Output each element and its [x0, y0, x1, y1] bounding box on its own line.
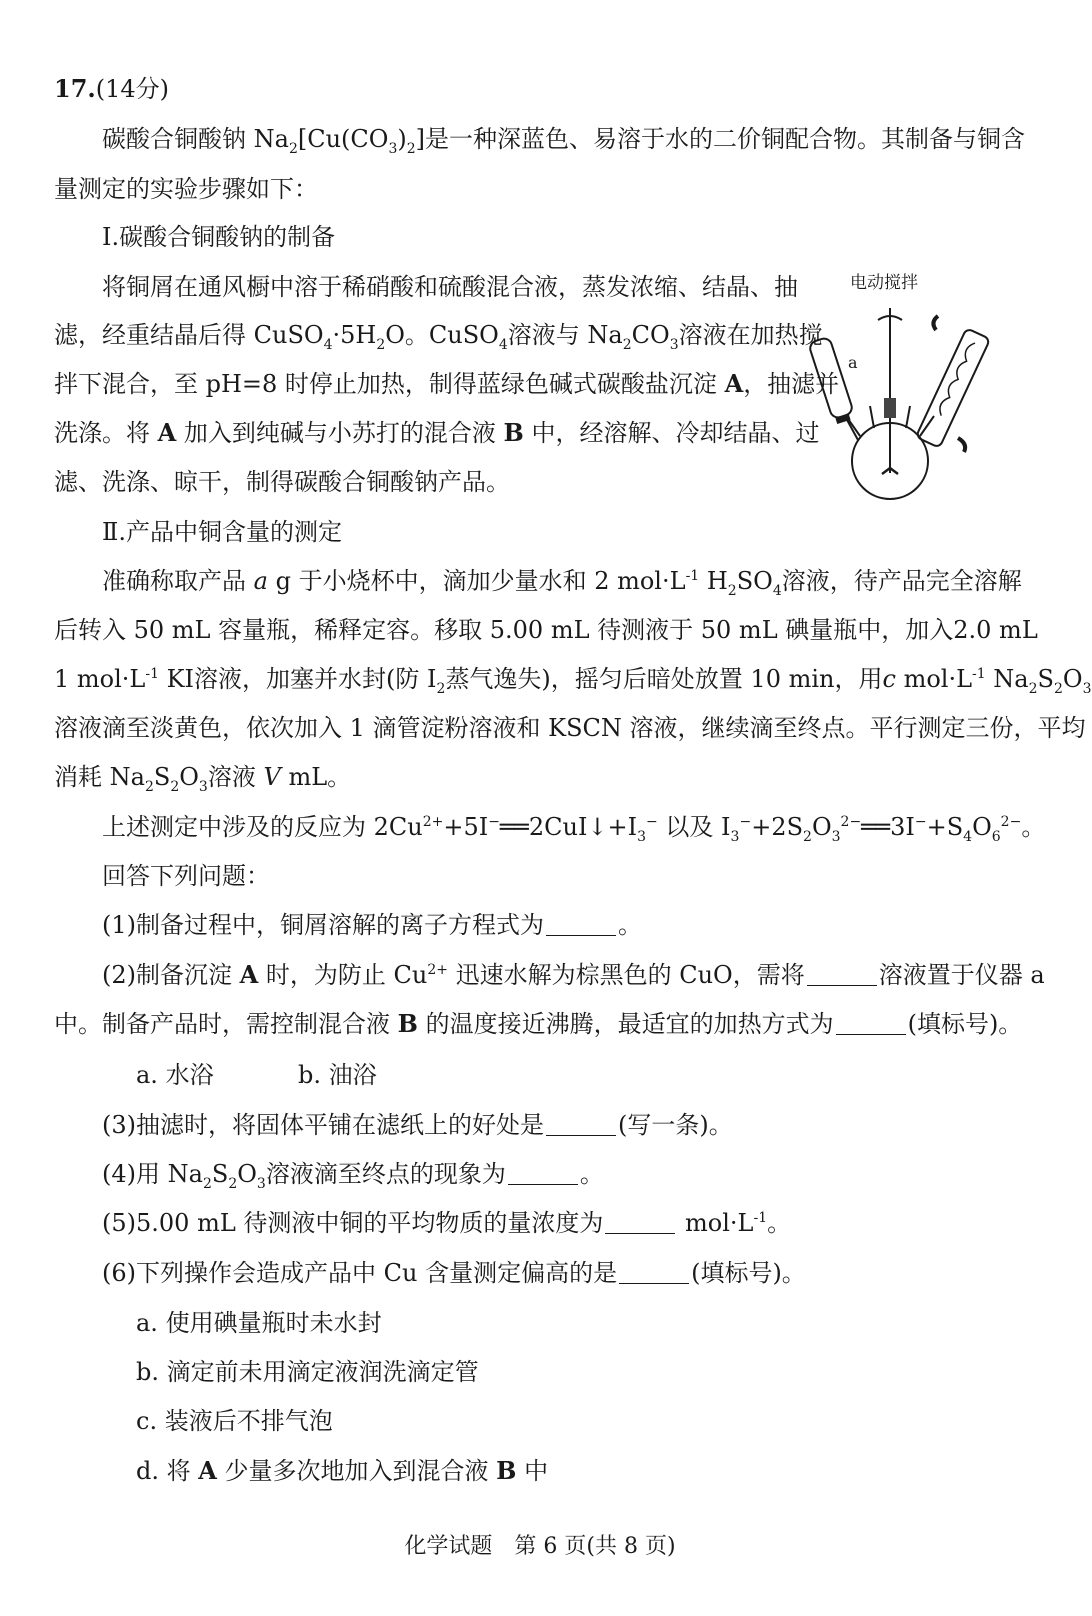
- text: CO: [631, 321, 670, 349]
- text: 。: [618, 911, 642, 939]
- answer-blank[interactable]: [546, 913, 616, 936]
- text: O: [1062, 665, 1083, 693]
- text: A: [724, 369, 744, 398]
- sup: -1: [145, 666, 159, 682]
- text: (5)5.00 mL 待测液中铜的平均物质的量浓度为: [102, 1209, 604, 1237]
- text: mol·L: [895, 665, 973, 693]
- sup: −: [914, 814, 927, 830]
- q6-option-d: [136, 1456, 548, 1486]
- text: 1 mol·L: [54, 665, 146, 693]
- text: (写一条)。: [618, 1111, 733, 1139]
- answer-blank[interactable]: [605, 1211, 675, 1234]
- text: 迅速水解为棕黑色的 CuO，需将: [447, 961, 805, 989]
- q6-option-b: b. 滴定前未用滴定液润洗滴定管: [136, 1358, 479, 1386]
- text: +2S: [751, 813, 804, 841]
- text: d. 将: [136, 1457, 199, 1485]
- sup: −: [488, 814, 500, 830]
- text: 溶液置于仪器 a: [878, 961, 1045, 989]
- q2-option-b: b. 油浴: [298, 1061, 377, 1089]
- sub: 4: [772, 582, 782, 599]
- apparatus-drawing: [808, 268, 1008, 508]
- part1-line-4: [54, 418, 820, 448]
- intro-line-1: [102, 124, 1026, 157]
- text: mL。: [280, 763, 352, 791]
- q2-option-a: a. 水浴: [136, 1061, 214, 1089]
- q6: [102, 1258, 806, 1288]
- text: mol·L: [677, 1209, 754, 1237]
- text: ══2CuI↓+I: [499, 813, 638, 841]
- text: 少量多次地加入到混合液: [216, 1457, 497, 1485]
- sub: 2: [622, 336, 632, 353]
- q3: [102, 1110, 733, 1140]
- text: ]是一种深蓝色、易溶于水的二价铜配合物。其制备与铜含: [415, 125, 1026, 153]
- answer-blank[interactable]: [546, 1113, 616, 1136]
- text: O: [972, 813, 992, 841]
- sub: 3: [388, 140, 398, 157]
- part2-line-2: 后转入 50 mL 容量瓶，稀释定容。移取 5.00 mL 待测液于 50 mL 碘量瓶中，加入2.0 mL: [54, 616, 1038, 644]
- sub: 2: [170, 778, 180, 795]
- q2-line-1: [102, 960, 1045, 990]
- sub: 6: [991, 828, 1001, 845]
- part1-line-1: 将铜屑在通风橱中溶于稀硝酸和硫酸混合液，蒸发浓缩、结晶、抽: [102, 273, 798, 301]
- sup: 2−: [1000, 814, 1022, 830]
- text: c: [882, 665, 896, 693]
- text: B: [503, 418, 524, 447]
- text: 拌下混合，至 pH=8 时停止加热，制得蓝绿色碱式碳酸盐沉淀: [54, 370, 725, 398]
- text: (填标号)。: [691, 1259, 806, 1287]
- q4: [102, 1159, 604, 1192]
- text: 的温度接近沸腾，最适宜的加热方式为: [417, 1010, 834, 1038]
- reaction-line: [102, 812, 1046, 845]
- q5: [102, 1208, 791, 1238]
- part2-line-5: [54, 762, 352, 795]
- part1-line-2: [54, 320, 823, 353]
- sub: 2: [436, 680, 446, 697]
- page-footer: 化学试题 第 6 页(共 8 页): [404, 1534, 676, 1559]
- sub: 3: [831, 828, 841, 845]
- q6-option-a: a. 使用碘量瓶时未水封: [136, 1309, 382, 1337]
- answer-blank[interactable]: [836, 1012, 906, 1035]
- text: 消耗 Na: [54, 763, 145, 791]
- text: 溶液在加热搅: [678, 321, 823, 349]
- sub: 4: [963, 828, 973, 845]
- question-number: 17.: [54, 74, 96, 103]
- q2-line-2: [54, 1009, 1022, 1039]
- text: A: [239, 960, 259, 989]
- sup: 2+: [427, 962, 448, 978]
- text: A: [198, 1456, 217, 1485]
- text: 中，经溶解、冷却结晶、过: [523, 419, 820, 447]
- text: 。: [579, 1160, 604, 1188]
- part2-title: Ⅱ.产品中铜含量的测定: [102, 518, 342, 546]
- sub: 3: [637, 828, 647, 845]
- sup: 2+: [422, 814, 444, 830]
- text: ·5H: [332, 321, 377, 349]
- text: O: [179, 763, 199, 791]
- text: A: [157, 418, 177, 447]
- text: KI溶液，加塞并水封(防 I: [159, 665, 437, 693]
- text: H: [699, 567, 728, 595]
- answer-blank[interactable]: [619, 1261, 689, 1284]
- text: 溶液与 Na: [507, 321, 623, 349]
- text: ══3I: [861, 813, 915, 841]
- sub: 4: [323, 336, 333, 353]
- text: +5I: [443, 813, 489, 841]
- part1-title: Ⅰ.碳酸合铜酸钠的制备: [102, 223, 336, 251]
- part2-line-1: [102, 566, 1022, 599]
- text: 蒸气逸失)，摇匀后暗处放置 10 min，用: [445, 665, 883, 693]
- sub: 3: [198, 778, 208, 795]
- text: 。: [767, 1209, 792, 1237]
- text: ，抽滤并: [743, 370, 840, 398]
- sub: 2: [376, 336, 386, 353]
- text: 洗涤。将: [54, 419, 158, 447]
- figure-caption: 电动搅拌: [850, 273, 918, 293]
- text: (3)抽滤时，将固体平铺在滤纸上的好处是: [102, 1111, 544, 1139]
- text: Na: [985, 665, 1029, 693]
- sub: 2: [406, 140, 416, 157]
- text: S: [211, 1160, 229, 1188]
- text: 碳酸合铜酸钠 Na: [102, 125, 289, 153]
- label-a: a: [848, 353, 858, 372]
- text: O: [811, 813, 832, 841]
- text: (2)制备沉淀: [102, 961, 240, 989]
- text: V: [263, 763, 281, 791]
- text: a: [253, 567, 268, 595]
- sub: 2: [202, 1175, 212, 1192]
- part1-line-3: [54, 369, 840, 399]
- sub: 3: [730, 828, 740, 845]
- part2-line-3: [54, 664, 1092, 697]
- q1: [102, 910, 642, 940]
- question-score: (14分): [95, 75, 170, 103]
- sub: 2: [144, 778, 154, 795]
- text: 准确称取产品: [102, 567, 254, 595]
- intro-line-2: 量测定的实验步骤如下：: [54, 175, 318, 203]
- text: +S: [926, 813, 964, 841]
- answer-blank[interactable]: [807, 963, 877, 986]
- text: 溶液，待产品完全溶解: [781, 567, 1022, 595]
- sup: −: [646, 814, 658, 830]
- sub: 2: [803, 828, 812, 845]
- sub: 3: [669, 336, 679, 353]
- text: 溶液滴至终点的现象为: [265, 1160, 506, 1188]
- sub: 2: [228, 1175, 238, 1192]
- text: 中: [516, 1457, 549, 1485]
- text: (填标号)。: [907, 1010, 1023, 1038]
- text: ): [397, 125, 407, 153]
- sub: 4: [498, 336, 508, 353]
- text: O: [237, 1160, 257, 1188]
- text: 溶液: [207, 763, 264, 791]
- text: 以及 I: [657, 813, 731, 841]
- text: S: [153, 763, 171, 791]
- answer-blank[interactable]: [508, 1162, 578, 1185]
- text: 上述测定中涉及的反应为 2Cu: [102, 813, 423, 841]
- question-header: [54, 74, 169, 104]
- text: S: [1037, 665, 1054, 693]
- sup: -1: [685, 568, 700, 584]
- sub: 2: [288, 140, 298, 157]
- answer-prompt: 回答下列问题：: [102, 862, 270, 890]
- sub: 3: [256, 1175, 266, 1192]
- sup: -1: [753, 1210, 768, 1226]
- text: (4)用 Na: [102, 1160, 203, 1188]
- sub: 2: [727, 582, 737, 599]
- text: B: [397, 1009, 418, 1038]
- text: g 于小烧杯中，滴加少量水和 2 mol·L: [267, 567, 686, 595]
- text: O。CuSO: [385, 321, 499, 349]
- text: (1)制备过程中，铜屑溶解的离子方程式为: [102, 911, 544, 939]
- sub: 2: [1028, 680, 1038, 697]
- text: 滤，经重结晶后得 CuSO: [54, 321, 324, 349]
- sub: 3: [1082, 680, 1092, 697]
- text: 中。制备产品时，需控制混合液: [54, 1010, 398, 1038]
- text: 加入到纯碱与小苏打的混合液: [176, 419, 504, 447]
- sub: 2: [1053, 680, 1063, 697]
- part2-line-4: 溶液滴至淡黄色，依次加入 1 滴管淀粉溶液和 KSCN 溶液，继续滴至终点。平行测定三份，平均: [54, 714, 1086, 742]
- text: 。: [1021, 813, 1046, 841]
- apparatus-figure: [808, 268, 1008, 508]
- sup: -1: [972, 666, 986, 682]
- sup: 2−: [840, 814, 862, 830]
- text: 时，为防止 Cu: [258, 961, 428, 989]
- part1-line-5: 滤、洗涤、晾干，制得碳酸合铜酸钠产品。: [54, 468, 510, 496]
- text: (6)下列操作会造成产品中 Cu 含量测定偏高的是: [102, 1259, 618, 1287]
- q6-option-c: c. 装液后不排气泡: [136, 1407, 333, 1435]
- text: [Cu(CO: [297, 125, 389, 153]
- text: SO: [736, 567, 773, 595]
- sup: −: [739, 814, 752, 830]
- text: B: [496, 1456, 517, 1485]
